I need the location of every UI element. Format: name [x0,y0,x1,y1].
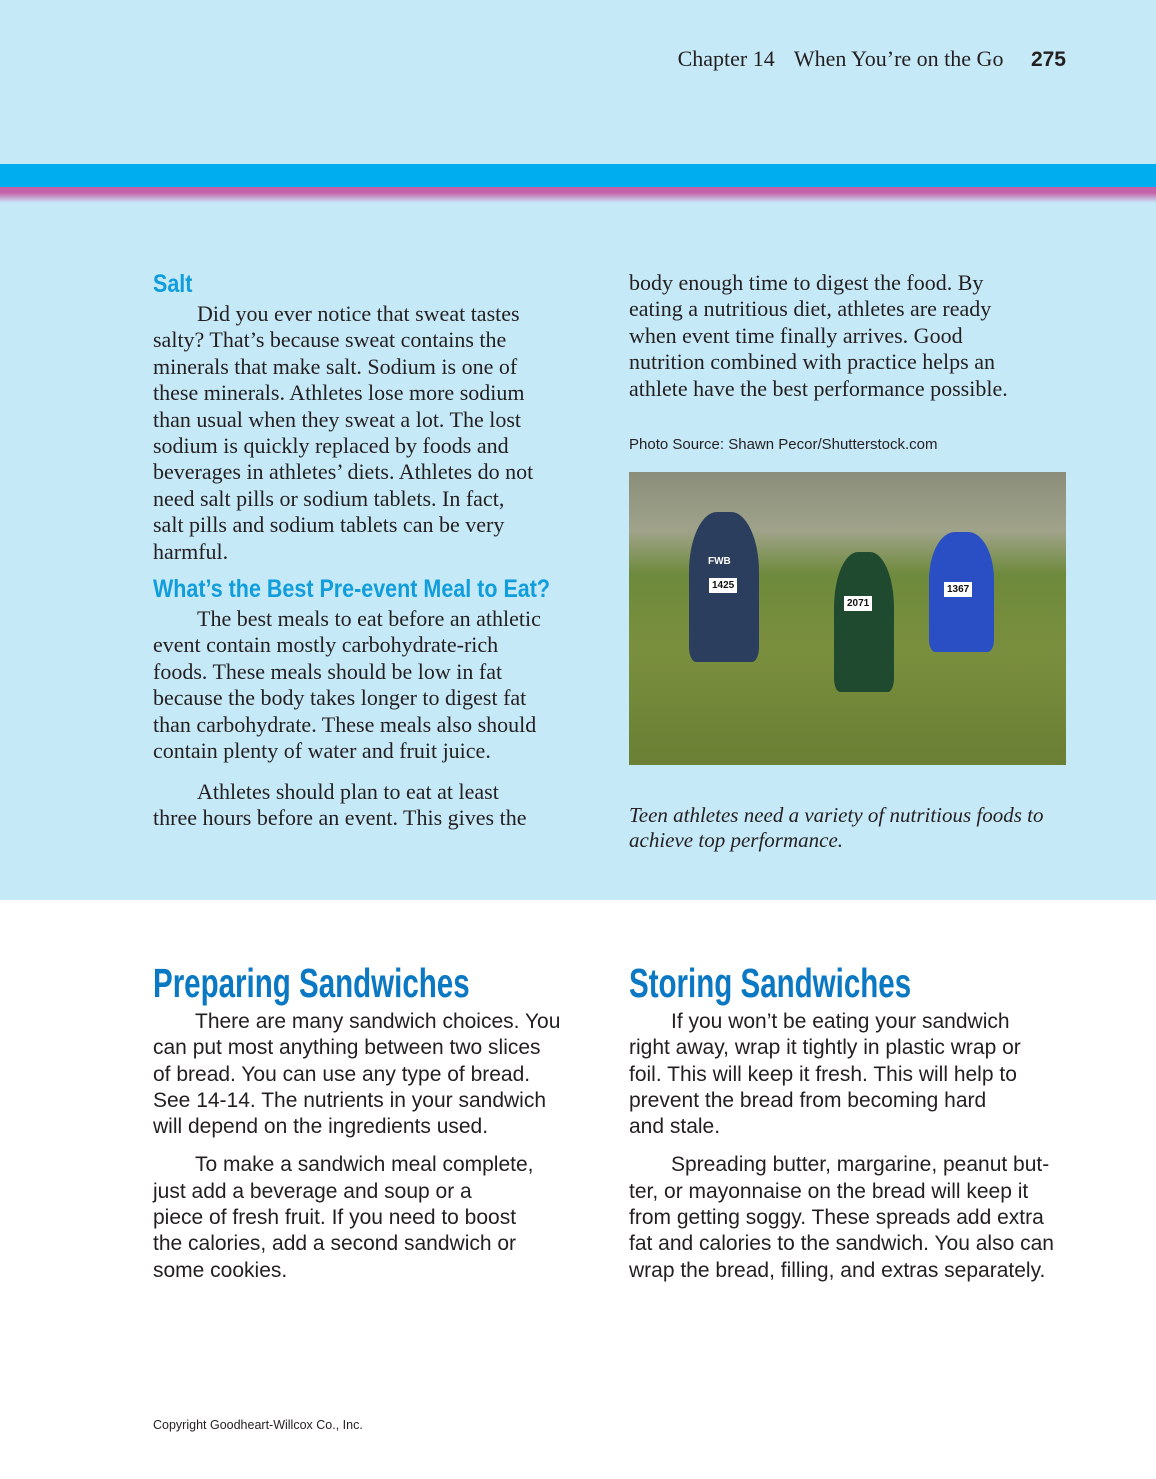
header-stripe-pink [0,187,1156,203]
jersey-letters: FWB [708,556,731,567]
bib-number: 1425 [709,578,737,593]
preevent-paragraph-2: Athletes should plan to eat at least three hours before an event. This gives the [153,778,527,830]
storing-heading: Storing Sandwiches [629,960,912,1006]
right-column [629,270,1069,453]
preevent-paragraph-2-continued: body enough time to digest the food. By eating a nutritious diet, athletes are ready when event time finally arrives. Good nutrition combined with practice helps an athlete have the best performance possible. [629,270,1008,401]
storing-paragraph-1: If you won’t be eating your sandwich right away, wrap it tightly in plastic wrap or foil. This will keep it fresh. This will help to prevent the bread from becoming hard and stale. [629,1010,1021,1139]
storing-section [629,960,1069,1284]
header-stripe-blue [0,164,1156,187]
runners-photo [629,472,1066,765]
copyright: Copyright Goodheart-Willcox Co., Inc. [153,1418,363,1432]
runner-middle [834,552,894,692]
preparing-section [153,960,593,1284]
storing-paragraph-2: Spreading butter, margarine, peanut but- ter, or mayonnaise on the bread will keep it from getting soggy. These spreads add extra fat and calories to the sandwich. You also can wrap the bread, filling, and extras separately. [629,1153,1054,1282]
preparing-heading: Preparing Sandwiches [153,960,470,1006]
page-number: 275 [1030,48,1066,71]
chapter-number: Chapter 14 [677,46,775,71]
photo-credit: Photo Source: Shawn Pecor/Shutterstock.com [629,436,938,454]
preevent-heading: What’s the Best Pre-event Meal to Eat? [153,575,551,604]
salt-heading: Salt [153,270,193,298]
preevent-paragraph-1: The best meals to eat before an athletic event contain mostly carbohydrate-rich foods. These meals should be low in fat because the body takes longer to digest fat than carbohydrate. These meals also should contain plenty of water and fruit juice. [153,606,541,764]
chapter-title: When You’re on the Go [793,46,1004,71]
bib-number: 1367 [944,582,972,597]
preparing-paragraph-1: There are many sandwich choices. You can put most anything between two slices of bread. You can use any type of bread. See 14-14. The nutrients in your sandwich will depend on the ingredients used. [153,1010,561,1139]
running-head [678,46,1066,72]
bib-number: 2071 [844,596,872,611]
photo-caption: Teen athletes need a variety of nutritious foods to achieve top performance. [629,803,1044,852]
left-column [153,270,593,831]
preparing-paragraph-2: To make a sandwich meal complete, just add a beverage and soup or a piece of fresh fruit. If you need to boost the calories, add a second sandwich or some cookies. [153,1153,534,1282]
salt-paragraph: Did you ever notice that sweat tastes salty? That’s because sweat contains the minerals that make salt. Sodium is one of these minerals. Athletes lose more sodium than usual when they sweat a lot. The lost sodium is quickly replaced by foods and beverages in athletes’ diets. Athletes do not need salt pills or sodium tablets. In fact, salt pills and sodium tablets can be very harmful. [153,301,534,564]
